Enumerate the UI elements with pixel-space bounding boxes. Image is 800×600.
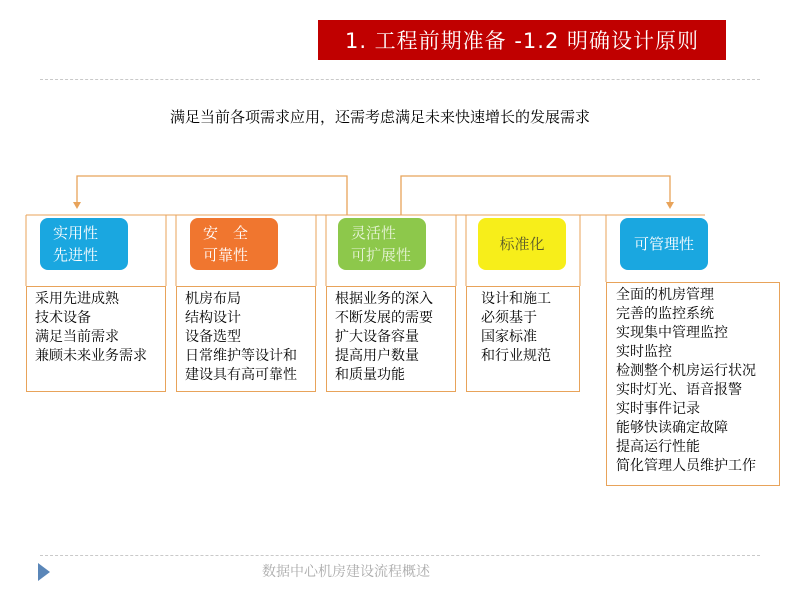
detail-line: 全面的机房管理	[616, 287, 714, 303]
slide-title: 1. 工程前期准备 -1.2 明确设计原则	[318, 20, 726, 60]
principle-details-4	[606, 282, 780, 486]
principle-label-0	[40, 218, 128, 270]
principle-details-3	[466, 286, 580, 392]
principle-label-line: 安 全	[203, 224, 249, 242]
principle-details-1	[176, 286, 316, 392]
principle-label-3	[478, 218, 566, 270]
detail-line: 能够快读确定故障	[616, 420, 728, 436]
principle-label-line: 可管理性	[633, 235, 694, 253]
detail-line: 采用先进成熟	[35, 291, 119, 307]
detail-line: 根据业务的深入	[335, 291, 433, 307]
detail-line: 设计和施工	[481, 291, 551, 307]
detail-line: 提高用户数量	[335, 348, 419, 364]
detail-line: 简化管理人员维护工作	[616, 458, 756, 474]
connector-left	[77, 176, 347, 215]
principle-details-2	[326, 286, 456, 392]
detail-line: 扩大设备容量	[335, 329, 419, 345]
principle-label-line: 可靠性	[203, 246, 249, 264]
principle-label-line: 可扩展性	[351, 246, 412, 264]
detail-line: 机房布局	[185, 291, 241, 307]
detail-line: 建设具有高可靠性	[185, 367, 297, 383]
detail-line: 日常维护等设计和	[185, 348, 297, 364]
arrow-right	[666, 202, 674, 209]
detail-line: 技术设备	[35, 310, 91, 326]
principle-label-line: 实用性	[53, 224, 99, 242]
detail-line: 和行业规范	[481, 348, 551, 364]
detail-line: 完善的监控系统	[616, 306, 714, 322]
principle-label-line: 标准化	[499, 235, 545, 253]
principle-details-0	[26, 286, 166, 392]
detail-line: 提高运行性能	[616, 439, 700, 455]
principle-label-line: 先进性	[53, 246, 99, 264]
principle-label-1	[190, 218, 278, 270]
bottom-divider	[40, 555, 760, 556]
detail-line: 兼顾未来业务需求	[35, 348, 147, 364]
detail-line: 结构设计	[185, 310, 241, 326]
detail-line: 国家标准	[481, 329, 537, 345]
detail-line: 满足当前需求	[35, 329, 119, 345]
footer-caption: 数据中心机房建设流程概述	[262, 564, 430, 580]
detail-line: 实时事件记录	[616, 401, 700, 417]
play-arrow-icon[interactable]	[38, 563, 50, 581]
subtitle: 满足当前各项需求应用，还需考虑满足未来快速增长的发展需求	[169, 108, 590, 126]
principle-label-2	[338, 218, 426, 270]
detail-line: 和质量功能	[335, 367, 405, 383]
principle-label-line: 灵活性	[351, 224, 397, 242]
connector-right	[401, 176, 670, 215]
arrow-left	[73, 202, 81, 209]
detail-line: 实时监控	[616, 344, 672, 360]
detail-line: 设备选型	[185, 329, 241, 345]
detail-line: 实时灯光、语音报警	[616, 382, 742, 398]
detail-line: 不断发展的需要	[335, 310, 433, 326]
principle-label-4	[620, 218, 708, 270]
detail-line: 实现集中管理监控	[616, 325, 728, 341]
detail-line: 必须基于	[481, 310, 537, 326]
detail-line: 检测整个机房运行状况	[616, 363, 756, 379]
